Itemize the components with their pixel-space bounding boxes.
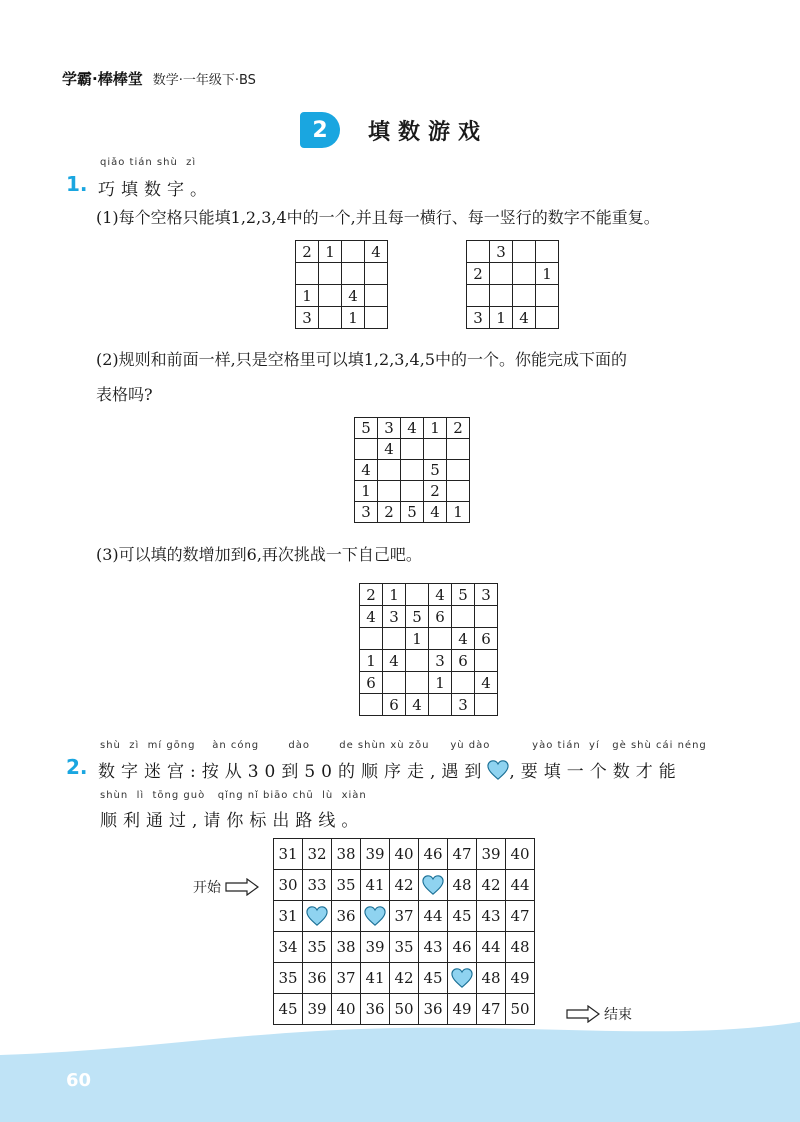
grid-cell: 3 (378, 418, 401, 439)
empty-cell[interactable] (447, 439, 470, 460)
empty-cell[interactable] (406, 672, 429, 694)
grid-row (355, 439, 470, 460)
grid-cell: 3 (452, 694, 475, 716)
grid-cell: 2 (296, 241, 319, 263)
grid-cell: 6 (452, 650, 475, 672)
grid-row (360, 694, 498, 716)
grid-row (355, 460, 470, 481)
grid-row (467, 241, 559, 263)
grid-cell: 47 (448, 839, 477, 870)
empty-cell[interactable] (355, 439, 378, 460)
heart-icon (364, 905, 386, 927)
empty-cell[interactable] (296, 263, 319, 285)
grid-row (355, 481, 470, 502)
q2-line2: 顺利通过,请你标出路线。 (100, 811, 365, 831)
grid-cell: 36 (361, 994, 390, 1025)
grid-cell: 45 (448, 901, 477, 932)
grid-cell: 4 (342, 285, 365, 307)
maze-start (193, 877, 259, 897)
grid-cell: 40 (332, 994, 361, 1025)
grid-cell: 3 (475, 584, 498, 606)
grid-row (296, 307, 388, 329)
grid-cell: 35 (332, 870, 361, 901)
empty-cell[interactable] (452, 606, 475, 628)
grid-cell: 6 (360, 672, 383, 694)
empty-cell[interactable] (429, 628, 452, 650)
subject-label: 数学·一年级下·BS (152, 73, 256, 88)
grid-row (274, 901, 535, 932)
grid-cell: 4 (401, 418, 424, 439)
empty-cell[interactable] (365, 307, 388, 329)
empty-cell[interactable] (342, 241, 365, 263)
grid-cell: 33 (303, 870, 332, 901)
empty-cell[interactable] (319, 263, 342, 285)
grid-cell: 1 (296, 285, 319, 307)
grid-cell: 44 (477, 932, 506, 963)
grid-cell: 37 (332, 963, 361, 994)
grid-cell: 40 (390, 839, 419, 870)
grid-cell: 1 (429, 672, 452, 694)
grid-cell: 39 (303, 994, 332, 1025)
number-maze-grid (273, 838, 535, 1025)
grid-cell: 3 (490, 241, 513, 263)
grid-cell: 6 (383, 694, 406, 716)
q1-part2-line2: 表格吗? (96, 385, 153, 404)
empty-cell[interactable] (429, 694, 452, 716)
end-label: 结束 (604, 1007, 632, 1023)
section-title: 填数游戏 (368, 118, 489, 145)
grid-cell: 31 (274, 901, 303, 932)
empty-cell[interactable] (475, 606, 498, 628)
grid-cell: 46 (419, 839, 448, 870)
grid-cell: 2 (360, 584, 383, 606)
heart-cell (448, 963, 477, 994)
grid-cell: 45 (274, 994, 303, 1025)
empty-cell[interactable] (365, 285, 388, 307)
grid-cell: 36 (419, 994, 448, 1025)
grid-cell: 35 (390, 932, 419, 963)
grid-cell: 2 (467, 263, 490, 285)
empty-cell[interactable] (513, 285, 536, 307)
grid-row (274, 870, 535, 901)
grid-cell: 39 (361, 932, 390, 963)
grid-cell: 3 (429, 650, 452, 672)
grid-cell: 49 (448, 994, 477, 1025)
grid-cell: 1 (447, 502, 470, 523)
page-header (62, 68, 256, 89)
q2-number: 2. (66, 755, 88, 779)
grid-cell: 39 (361, 839, 390, 870)
grid-row (296, 285, 388, 307)
empty-cell[interactable] (467, 241, 490, 263)
grid-cell: 4 (360, 606, 383, 628)
grid-cell: 4 (383, 650, 406, 672)
grid-cell: 3 (383, 606, 406, 628)
grid-cell: 1 (342, 307, 365, 329)
grid-cell: 31 (274, 839, 303, 870)
grid-cell: 32 (303, 839, 332, 870)
q2-pinyin-line1: shù zì mí gōng àn cóng dào de shùn xù zǒu yù dào yào tián yí gè shù cái néng (100, 740, 707, 751)
grid-cell: 4 (406, 694, 429, 716)
grid-cell: 39 (477, 839, 506, 870)
grid-cell: 30 (274, 870, 303, 901)
heart-cell (361, 901, 390, 932)
grid-row (355, 418, 470, 439)
empty-cell[interactable] (365, 263, 388, 285)
grid-cell: 1 (406, 628, 429, 650)
grid-row (274, 932, 535, 963)
grid-cell: 45 (419, 963, 448, 994)
grid-row (360, 672, 498, 694)
grid-cell: 34 (274, 932, 303, 963)
empty-cell[interactable] (490, 285, 513, 307)
sudoku-grid-4x4-a (295, 240, 388, 329)
grid-cell: 48 (448, 870, 477, 901)
grid-cell: 4 (378, 439, 401, 460)
grid-cell: 44 (506, 870, 535, 901)
grid-cell: 42 (390, 963, 419, 994)
grid-cell: 4 (429, 584, 452, 606)
start-label: 开始 (193, 880, 221, 896)
sudoku-grid-5x5 (354, 417, 470, 523)
q1-number: 1. (66, 172, 88, 196)
grid-cell: 36 (332, 901, 361, 932)
grid-cell: 1 (360, 650, 383, 672)
grid-cell: 6 (475, 628, 498, 650)
heart-icon (487, 759, 509, 781)
empty-cell[interactable] (475, 694, 498, 716)
grid-cell: 44 (419, 901, 448, 932)
grid-row (274, 839, 535, 870)
grid-cell: 35 (274, 963, 303, 994)
grid-cell: 3 (467, 307, 490, 329)
q2-line1-b: ,要填一个数才能 (509, 762, 682, 782)
grid-cell: 2 (447, 418, 470, 439)
empty-cell[interactable] (513, 241, 536, 263)
grid-cell: 3 (296, 307, 319, 329)
empty-cell[interactable] (378, 460, 401, 481)
grid-cell: 49 (506, 963, 535, 994)
grid-row (355, 502, 470, 523)
empty-cell[interactable] (424, 439, 447, 460)
sudoku-grid-6x6 (359, 583, 498, 716)
grid-row (360, 584, 498, 606)
empty-cell[interactable] (383, 672, 406, 694)
grid-cell: 5 (406, 606, 429, 628)
grid-cell: 1 (383, 584, 406, 606)
empty-cell[interactable] (513, 263, 536, 285)
grid-cell: 6 (429, 606, 452, 628)
empty-cell[interactable] (401, 481, 424, 502)
grid-cell: 5 (424, 460, 447, 481)
grid-cell: 5 (452, 584, 475, 606)
q1-part2-line1: (2)规则和前面一样,只是空格里可以填1,2,3,4,5中的一个。你能完成下面的 (96, 350, 627, 369)
grid-cell: 46 (448, 932, 477, 963)
grid-cell: 50 (390, 994, 419, 1025)
grid-cell: 42 (390, 870, 419, 901)
grid-cell: 38 (332, 839, 361, 870)
grid-row (467, 285, 559, 307)
empty-cell[interactable] (536, 307, 559, 329)
empty-cell[interactable] (401, 460, 424, 481)
empty-cell[interactable] (452, 672, 475, 694)
heart-cell (303, 901, 332, 932)
q2-pinyin-line2: shùn lì tōng guò qǐng nǐ biāo chū lù xiàn (100, 790, 367, 801)
heart-icon (451, 967, 473, 989)
empty-cell[interactable] (536, 241, 559, 263)
grid-cell: 35 (303, 932, 332, 963)
empty-cell[interactable] (447, 460, 470, 481)
grid-cell: 2 (424, 481, 447, 502)
grid-row (296, 263, 388, 285)
grid-cell: 38 (332, 932, 361, 963)
empty-cell[interactable] (490, 263, 513, 285)
empty-cell[interactable] (360, 694, 383, 716)
grid-row (274, 963, 535, 994)
q2-line1-a: 数字迷宫:按从30到50的顺序走,遇到 (98, 762, 488, 782)
grid-cell: 4 (424, 502, 447, 523)
grid-cell: 48 (506, 932, 535, 963)
grid-row (296, 241, 388, 263)
grid-cell: 43 (419, 932, 448, 963)
grid-row (360, 650, 498, 672)
grid-cell: 5 (355, 418, 378, 439)
grid-cell: 4 (513, 307, 536, 329)
empty-cell[interactable] (447, 481, 470, 502)
sudoku-grid-4x4-b (466, 240, 559, 329)
grid-cell: 4 (475, 672, 498, 694)
grid-cell: 50 (506, 994, 535, 1025)
heart-cell (419, 870, 448, 901)
empty-cell[interactable] (475, 650, 498, 672)
empty-cell[interactable] (383, 628, 406, 650)
q1-part3-text: (3)可以填的数增加到6,再次挑战一下自己吧。 (96, 545, 422, 564)
grid-row (467, 307, 559, 329)
grid-row (467, 263, 559, 285)
heart-icon (422, 874, 444, 896)
heart-icon (306, 905, 328, 927)
grid-row (360, 606, 498, 628)
empty-cell[interactable] (406, 650, 429, 672)
section-number-badge: 2 (300, 112, 340, 148)
empty-cell[interactable] (536, 285, 559, 307)
empty-cell[interactable] (401, 439, 424, 460)
grid-cell: 4 (365, 241, 388, 263)
grid-cell: 1 (490, 307, 513, 329)
grid-cell: 37 (390, 901, 419, 932)
grid-cell: 1 (355, 481, 378, 502)
grid-cell: 4 (452, 628, 475, 650)
q1-pinyin: qiǎo tián shù zì (100, 157, 197, 168)
empty-cell[interactable] (467, 285, 490, 307)
arrow-right-icon (225, 878, 259, 896)
empty-cell[interactable] (378, 481, 401, 502)
grid-cell: 40 (506, 839, 535, 870)
grid-cell: 5 (401, 502, 424, 523)
grid-cell: 4 (355, 460, 378, 481)
grid-cell: 41 (361, 963, 390, 994)
page-number: 60 (66, 1070, 92, 1091)
grid-cell: 47 (506, 901, 535, 932)
q1-part1-text: (1)每个空格只能填1,2,3,4中的一个,并且每一横行、每一竖行的数字不能重复。 (96, 208, 660, 227)
grid-cell: 2 (378, 502, 401, 523)
brand-title: 学霸·棒棒堂 (62, 70, 143, 88)
empty-cell[interactable] (342, 263, 365, 285)
section-heading (300, 112, 488, 148)
grid-cell: 41 (361, 870, 390, 901)
grid-cell: 48 (477, 963, 506, 994)
footer-wave (0, 1010, 800, 1122)
empty-cell[interactable] (319, 307, 342, 329)
grid-cell: 47 (477, 994, 506, 1025)
q2-line1 (98, 757, 682, 782)
q1-title: 巧填数字。 (98, 180, 213, 200)
grid-cell: 1 (536, 263, 559, 285)
grid-cell: 1 (319, 241, 342, 263)
grid-row (360, 628, 498, 650)
grid-cell: 42 (477, 870, 506, 901)
empty-cell[interactable] (319, 285, 342, 307)
empty-cell[interactable] (406, 584, 429, 606)
grid-cell: 43 (477, 901, 506, 932)
empty-cell[interactable] (360, 628, 383, 650)
grid-cell: 36 (303, 963, 332, 994)
grid-cell: 3 (355, 502, 378, 523)
grid-cell: 1 (424, 418, 447, 439)
